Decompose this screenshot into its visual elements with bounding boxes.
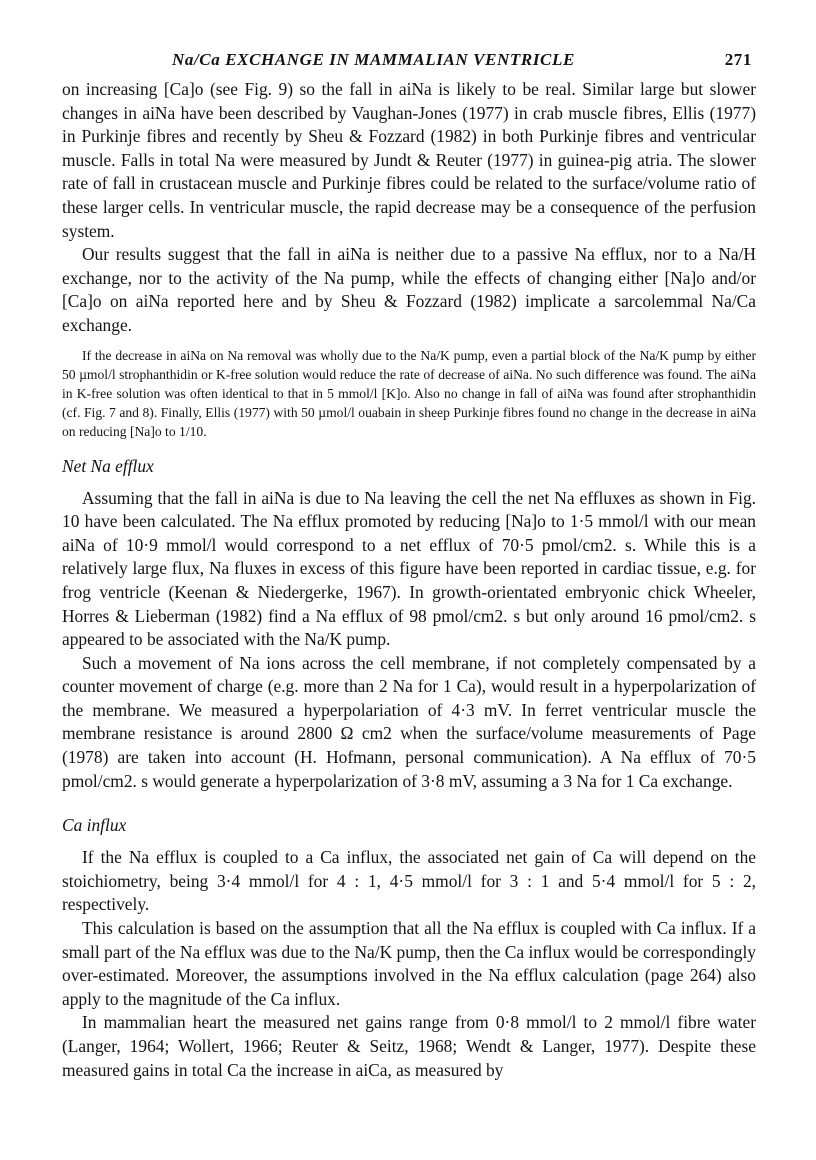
section-heading-ca-influx: Ca influx xyxy=(62,815,127,836)
small-print-note: If the decrease in aiNa on Na removal was wholly due to the Na/K pump, even a partial block of the Na/K pump by either 50 µmol/l strophanthidin or K-free solution would reduce the rate of decrease of aiNa. No such difference was found. The aiNa in K-free solution was often identical to that in 5 mmol/l [K]o. Also no change in fall of aiNa was found after strophanthidin (cf. Fig. 7 and 8). Finally, Ellis (1977) with 50 µmol/l ouabain in sheep Purkinje fibres found no change in the decrease in aiNa on reducing [Na]o to 1/10. xyxy=(62,347,756,440)
running-title: Na/Ca EXCHANGE IN MAMMALIAN VENTRICLE xyxy=(172,50,575,69)
paragraph-net-efflux: Assuming that the fall in aiNa is due to Na leaving the cell the net Na effluxes as shown in Fig. 10 have been calculated. The Na efflux promoted by reducing [Na]o to 1·5 mmol/l with our mean aiNa of 10·9 mmol/l would correspond to a net efflux of 70·5 pmol/cm2. s. While this is a relatively large flux, Na fluxes in excess of this figure have been reported in cardiac tissue, e.g. for frog ventricle (Keenan & Niedergerke, 1967). In growth-orientated embryonic chick Wheeler, Horres & Lieberman (1982) find a Na efflux of 98 pmol/cm2. s but only around 16 pmol/cm2. s appeared to be associated with the Na/K pump. xyxy=(62,487,756,650)
paragraph-assumption: This calculation is based on the assumption that all the Na efflux is coupled with Ca influx. If a small part of the Na efflux was due to the Na/K pump, then the Ca influx would be correspondingly over-estimated. Moreover, the assumptions involved in the Na efflux calculation (page 264) also apply to the magnitude of the Ca influx. xyxy=(62,918,756,1009)
section-heading-net-na-efflux: Net Na efflux xyxy=(62,455,154,476)
paragraph-mammalian-gains: In mammalian heart the measured net gains range from 0·8 mmol/l to 2 mmol/l fibre water (Langer, 1964; Wollert, 1966; Reuter & Seitz, 1968; Wendt & Langer, 1977). Despite these measured gains in total Ca the increase in aiCa, as measured by xyxy=(62,1012,756,1080)
paragraph-stoichiometry: If the Na efflux is coupled to a Ca influx, the associated net gain of Ca will depend on the stoichiometry, being 3·4 mmol/l for 4 : 1, 4·5 mmol/l for 3 : 1 and 5·4 mmol/l for 5 : 2, respectively. xyxy=(62,847,756,915)
paragraph-results-summary: Our results suggest that the fall in aiNa is neither due to a passive Na efflux, nor to a Na/H exchange, nor to the activity of the Na pump, while the effects of changing either [Na]o and/or [Ca]o on aiNa reported here and by Sheu & Fozzard (1982) implicate a sarcolemmal Na/Ca exchange. xyxy=(62,244,756,335)
page-number: 271 xyxy=(724,50,752,69)
paragraph-continuation: on increasing [Ca]o (see Fig. 9) so the fall in aiNa is likely to be real. Similar large but slower changes in aiNa have been described by Vaughan-Jones (1977) in crab muscle fibres, Ellis (1977) in Purkinje fibres and recently by Sheu & Fozzard (1982) in both Purkinje fibres and ventricular muscle. Falls in total Na were measured by Jundt & Reuter (1977) in guinea-pig atria. The slower rate of fall in crustacean muscle and Purkinje fibres could be related to the surface/volume ratio of these larger cells. In ventricular muscle, the rapid decrease may be a consequence of the perfusion system. xyxy=(62,79,756,241)
journal-page xyxy=(62,50,756,1082)
paragraph-hyperpolarization: Such a movement of Na ions across the cell membrane, if not completely compensated by a counter movement of charge (e.g. more than 2 Na for 1 Ca), would result in a hyperpolarization of the membrane. We measured a hyperpolariation of 4·3 mV. In ferret ventricular muscle the membrane resistance is around 2800 Ω cm2 when the surface/volume measurements of Page (1978) are taken into account (H. Hofmann, personal communication). A Na efflux of 70·5 pmol/cm2. s would generate a hyperpolarization of 3·8 mV, assuming a 3 Na for 1 Ca exchange. xyxy=(62,652,756,791)
running-head xyxy=(62,50,756,78)
